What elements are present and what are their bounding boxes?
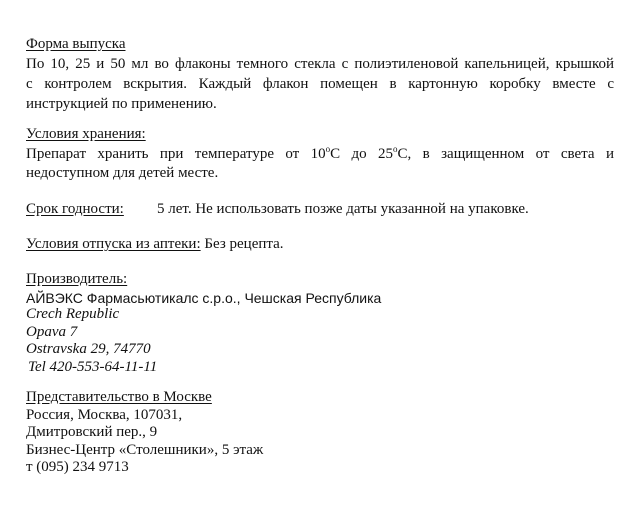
manufacturer-name: АЙВЭКС Фармасьютикалс с.р.о., Чешская Республика	[26, 290, 382, 306]
shelf-life-heading: Срок годности:	[26, 201, 124, 217]
manufacturer-address-line: Crech Republic	[26, 306, 120, 322]
moscow-office-line: Бизнес-Центр «Столешники», 5 этаж	[26, 442, 264, 458]
moscow-office-heading: Представительство в Москве	[26, 389, 212, 405]
dispensing-text: Без рецепта.	[204, 236, 284, 252]
dispensing-heading: Условия отпуска из аптеки:	[26, 236, 201, 252]
manufacturer-heading: Производитель:	[26, 271, 128, 287]
dispensing-line	[26, 235, 284, 253]
manufacturer-phone: Tel 420-553-64-11-11	[28, 359, 158, 375]
storage-line: Препарат хранить при температуре от 10$^o$С до 25$^o$С, в защищенном от света и	[26, 144, 614, 162]
moscow-office-line: Россия, Москва, 107031,	[26, 407, 183, 423]
degree-sup: o	[393, 144, 398, 154]
moscow-office-phone: т (095) 234 9713	[26, 459, 129, 475]
release-form-heading: Форма выпуска	[26, 36, 126, 52]
shelf-life-text: 5 лет. Не использовать позже даты указанной на упаковке.	[157, 201, 529, 217]
release-form-line: с контролем вскрытия. Каждый флакон помещен в картонную коробку вместе с	[26, 76, 614, 92]
manufacturer-address-line: Opava 7	[26, 324, 78, 340]
release-form-line: инструкцией по применению.	[26, 96, 217, 112]
release-form-line: По 10, 25 и 50 мл во флаконы темного стекла с полиэтиленовой капельницей, крышкой	[26, 56, 614, 72]
storage-heading: Условия хранения:	[26, 126, 146, 142]
degree-sup: o	[325, 144, 331, 154]
manufacturer-address-line: Ostravska 29, 74770	[26, 341, 151, 357]
moscow-office-line: Дмитровский пер., 9	[26, 424, 158, 440]
storage-line: недоступном для детей месте.	[26, 165, 219, 181]
